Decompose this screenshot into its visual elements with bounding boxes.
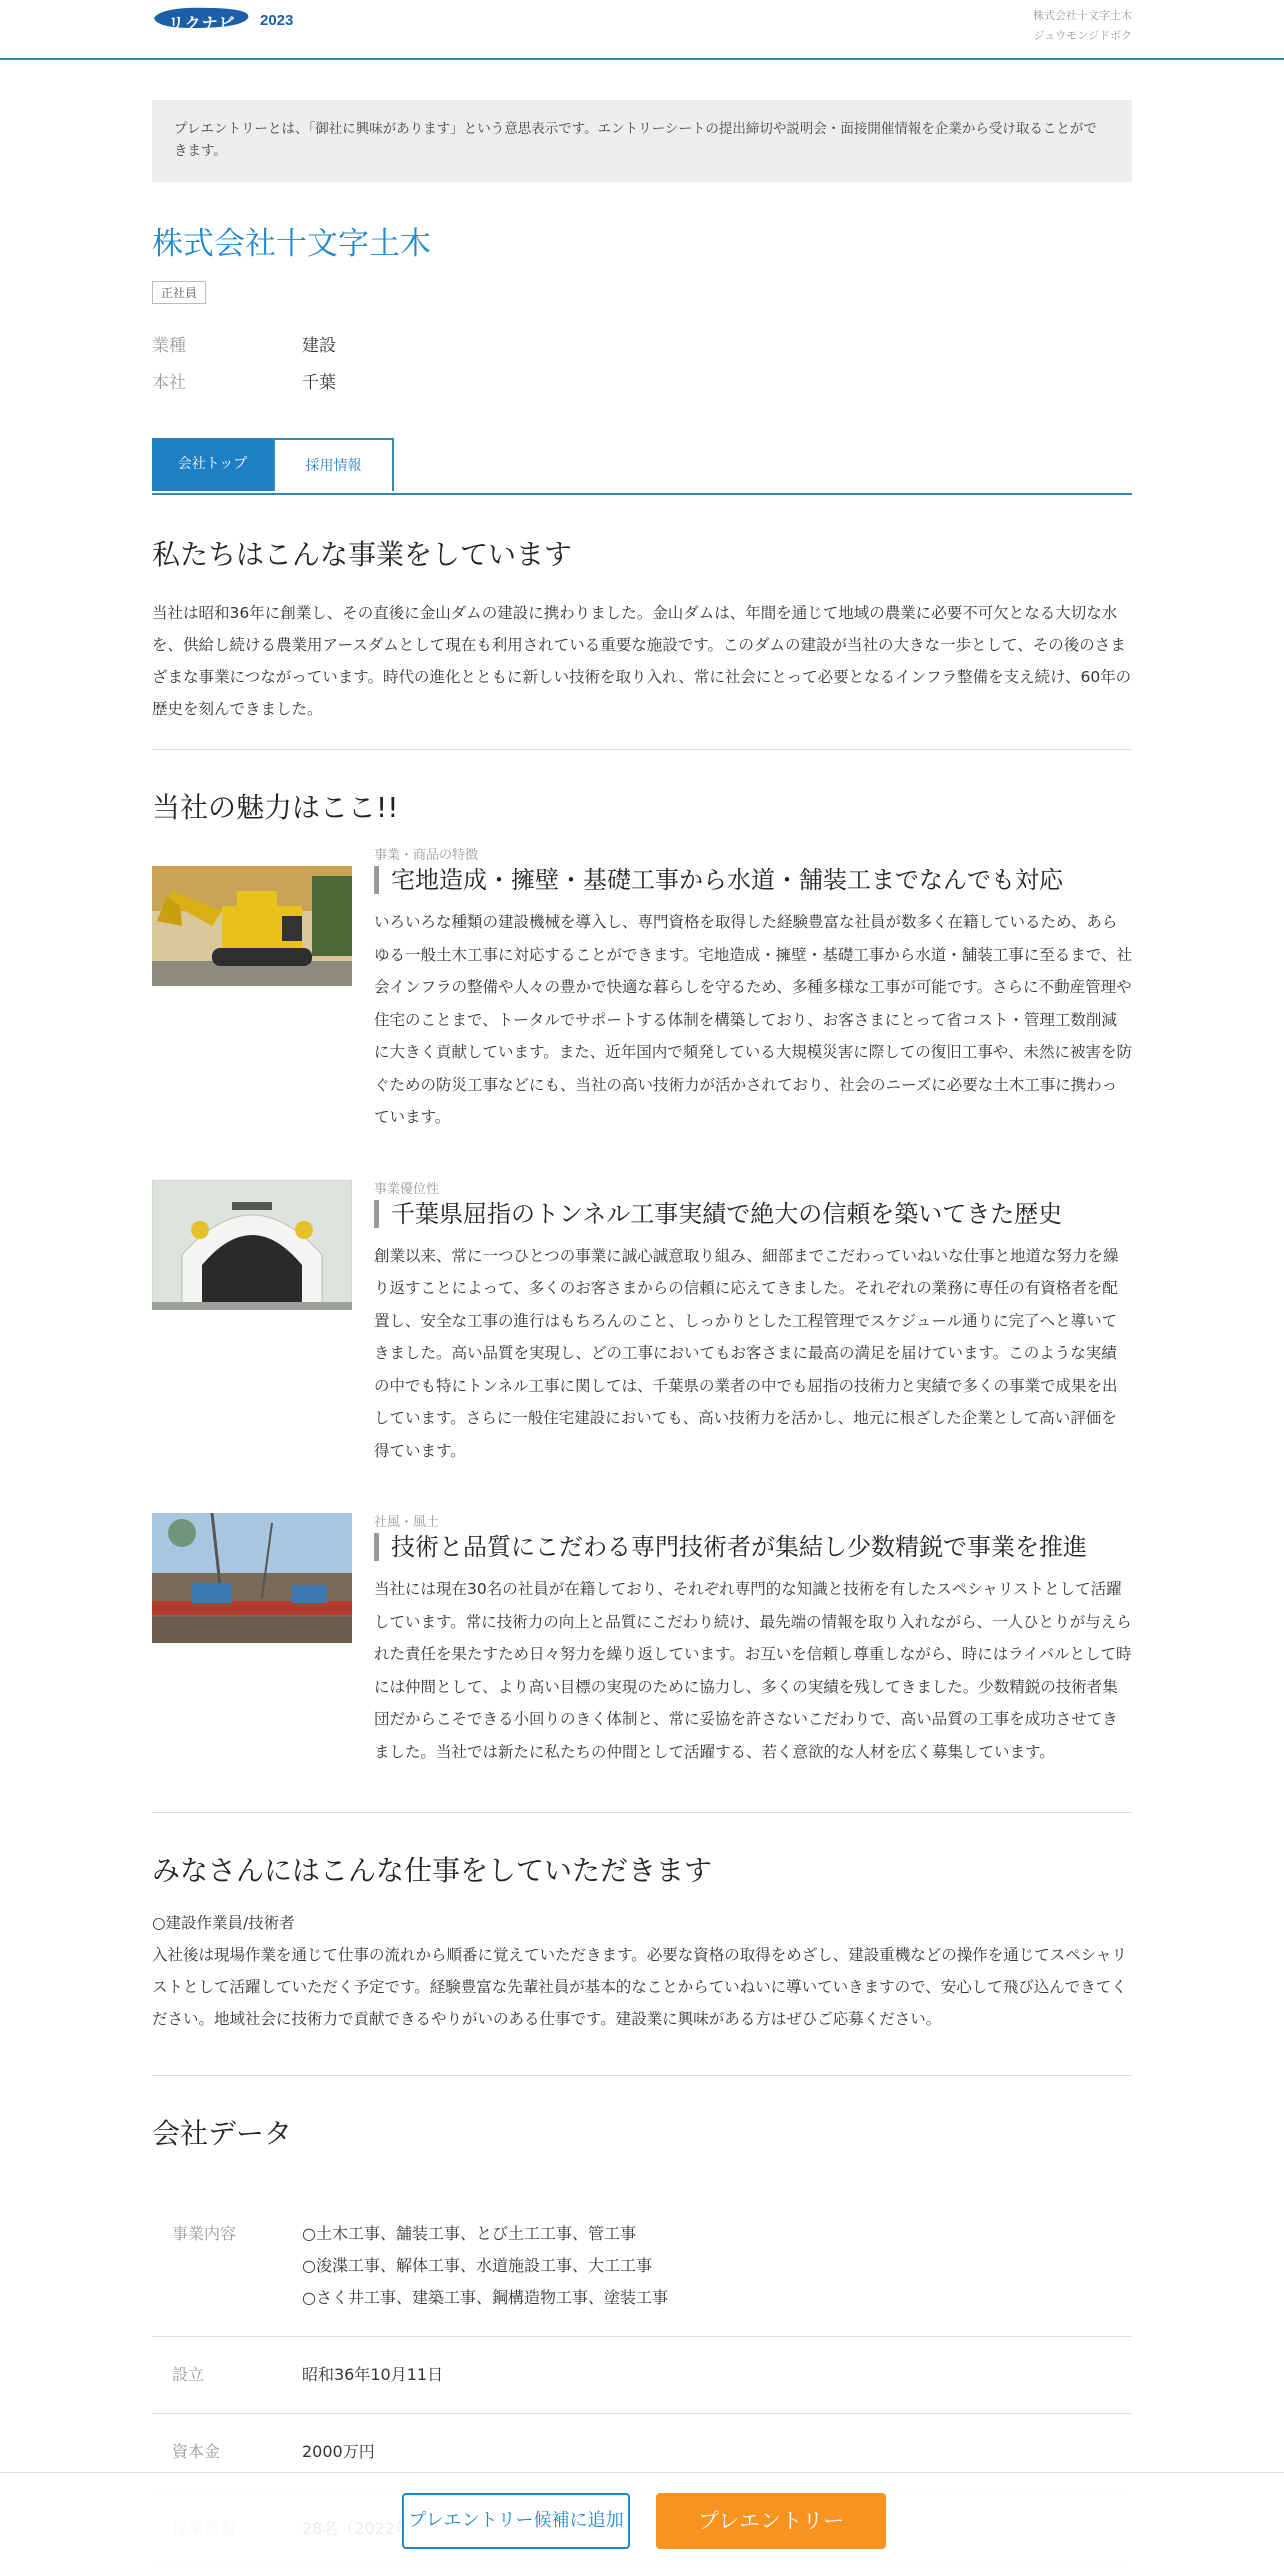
appeal-title: 技術と品質にこだわる専門技術者が集結し少数精鋭で事業を推進 (374, 1533, 1132, 1561)
tab-company-top[interactable]: 会社トップ (152, 438, 273, 491)
data-value: 昭和36年10月11日 (302, 2365, 444, 2384)
rikunabi-logo[interactable] (152, 4, 302, 34)
entry-action-bar (0, 2472, 1284, 2569)
data-line: ○浚渫工事、解体工事、水道施設工事、大工工事 (302, 2256, 652, 2275)
work-role: ○建設作業員/技術者 (152, 1914, 295, 1932)
meta-headquarters-label: 本社 (152, 373, 186, 393)
data-label: 設立 (172, 2365, 205, 2384)
construction-site-image (152, 1513, 352, 1643)
appeal-item (152, 1178, 1132, 1468)
meta-headquarters (152, 365, 1132, 402)
business-body: 当社は昭和36年に創業し、その直後に金山ダムの建設に携わりました。金山ダムは、年間を通じて地域の農業に必要不可欠となる大切な水を、供給し続ける農業用アースダムとして現在も利用されている重要な施設です。このダムの建設が当社の大きな一歩として、その後のさまざまな事業につながっています。時代の進化とともに新しい技術を取り入れ、常に社会にとって必要となるインフラ整備を支え続け、60年の歴史を刻んできました。 (152, 604, 1132, 718)
data-label: 事業内容 (172, 2224, 237, 2243)
appeal-title: 宅地造成・擁壁・基礎工事から水道・舗装工までなんでも対応 (374, 866, 1132, 894)
header-company-kana: ジュウモンジドボク (1033, 29, 1132, 42)
pre-entry-button[interactable]: プレエントリー (656, 2493, 886, 2549)
meta-industry (152, 328, 1132, 365)
employment-badge: 正社員 (152, 281, 206, 304)
meta-industry-label: 業種 (152, 336, 186, 356)
main-content (152, 100, 1132, 2568)
meta-industry-value: 建設 (302, 336, 336, 356)
work-body: 入社後は現場作業を通じて仕事の流れから順番に覚えていただきます。必要な資格の取得をめざし、建設重機などの操作を通じてスペシャリストとして活躍していただく予定です。経験豊富な先輩社員が基本的なことからていねいに導いていきますので、安心して飛び込んできてください。地域社会に技術力で貢献できるやりがいのある仕事です。建設業に興味がある方はぜひご応募ください。 (152, 1946, 1127, 2028)
company-meta (152, 328, 1132, 402)
excavator-photo (152, 844, 352, 1134)
divider (152, 1812, 1132, 1813)
work-heading: みなさんにはこんな仕事をしていただきます (152, 1854, 713, 1887)
appeal-section (152, 786, 1132, 1768)
header-company-name: 株式会社十文字土木 (1033, 9, 1132, 22)
tunnel-photo (152, 1178, 352, 1468)
divider (152, 2075, 1132, 2076)
divider (152, 749, 1132, 750)
business-section (152, 533, 1132, 725)
data-value (302, 2218, 668, 2314)
logo-year: 2023 (260, 12, 294, 29)
logo-text: リクナビ (168, 16, 236, 33)
business-heading: 私たちはこんな事業をしています (152, 538, 573, 571)
appeal-category: 事業優位性 (374, 1181, 440, 1197)
appeal-text (374, 1511, 1132, 1768)
header-company (1033, 6, 1132, 46)
appeal-item (152, 1511, 1132, 1768)
appeal-heading: 当社の魅力はここ!! (152, 791, 399, 824)
company-name: 株式会社十文字土木 (152, 226, 431, 262)
construction-site-photo (152, 1511, 352, 1768)
company-data-heading: 会社データ (152, 2117, 293, 2150)
site-header (0, 0, 1284, 60)
page-tabs (152, 438, 1132, 495)
appeal-body: 創業以来、常に一つひとつの事業に誠心誠意取り組み、細部までこだわっていねいな仕事と地道な努力を繰り返すことによって、多くのお客さまからの信頼に応えてきました。それぞれの業務に専任の有資格者を配置し、安全な工事の進行はもちろんのこと、しっかりとした工程管理でスケジュール通りに完了へと導いてきました。高い品質を実現し、どの工事においてもお客さまに最高の満足を届けています。このような実績の中でも特にトンネル工事に関しては、千葉県の業者の中でも屈指の技術力と実績で多くの事業で成果を出しています。さらに一般住宅建設においても、高い技術力を活かし、地元に根ざした企業として高い評価を得ています。 (374, 1246, 1119, 1460)
data-row-founded (152, 2337, 1132, 2414)
appeal-text (374, 844, 1132, 1134)
pre-entry-notice: プレエントリーとは、「御社に興味があります」という意思表示です。エントリーシートの提出締切や説明会・面接開催情報を企業から受け取ることができます。 (152, 100, 1132, 182)
data-value: 2000万円 (302, 2442, 375, 2461)
appeal-category: 社風・風土 (374, 1515, 440, 1530)
work-section (152, 1849, 1132, 2035)
tunnel-image (152, 1180, 352, 1310)
appeal-title: 千葉県屈指のトンネル工事実績で絶大の信頼を築いてきた歴史 (374, 1200, 1132, 1228)
add-to-candidates-button[interactable]: プレエントリー候補に追加 (402, 2493, 630, 2549)
data-row-business (152, 2196, 1132, 2337)
appeal-body: いろいろな種類の建設機械を導入し、専門資格を取得した経験豊富な社員が数多く在籍しているため、あらゆる一般土木工事に対応することができます。宅地造成・擁壁・基礎工事から水道・舗装工事に至るまで、社会インフラの整備や人々の豊かで快適な暮らしを守るため、多種多様な工事が可能です。さらに不動産管理や住宅のことまで、トータルでサポートする体制を構築しており、お客さまにとって省コスト・管理工数削減に大きく貢献しています。また、近年国内で頻発している大規模災害に際しての復旧工事や、未然に被害を防ぐための防災工事などにも、当社の高い技術力が活かされており、社会のニーズに必要な土木工事に携わっています。 (374, 913, 1132, 1126)
appeal-category: 事業・商品の特徴 (374, 848, 479, 863)
data-line: ○さく井工事、建築工事、鋼構造物工事、塗装工事 (302, 2288, 668, 2307)
data-label: 資本金 (172, 2442, 221, 2461)
appeal-body: 当社には現在30名の社員が在籍しており、それぞれ専門的な知識と技術を有したスペシャリストとして活躍しています。常に技術力の向上と品質にこだわり続け、最先端の情報を取り入れながら、一人ひとりが与えられた責任を果たすため日々努力を繰り返しています。お互いを信頼し尊重しながら、時にはライバルとして時には仲間として、より高い目標の実現のために協力し、多くの実績を残してきました。少数精鋭の技術者集団だからこそできる小回りのきく体制と、常に妥協を許さないこだわりで、高い品質の工事を成功させてきました。当社では新たに私たちの仲間として活躍する、若く意欲的な人材を広く募集しています。 (374, 1580, 1132, 1761)
meta-headquarters-value: 千葉 (302, 373, 336, 393)
tab-recruitment-info[interactable]: 採用情報 (273, 438, 394, 491)
appeal-item (152, 844, 1132, 1134)
data-line: ○土木工事、舗装工事、とび土工工事、管工事 (302, 2224, 636, 2243)
appeal-text (374, 1178, 1132, 1468)
excavator-image (152, 866, 352, 986)
